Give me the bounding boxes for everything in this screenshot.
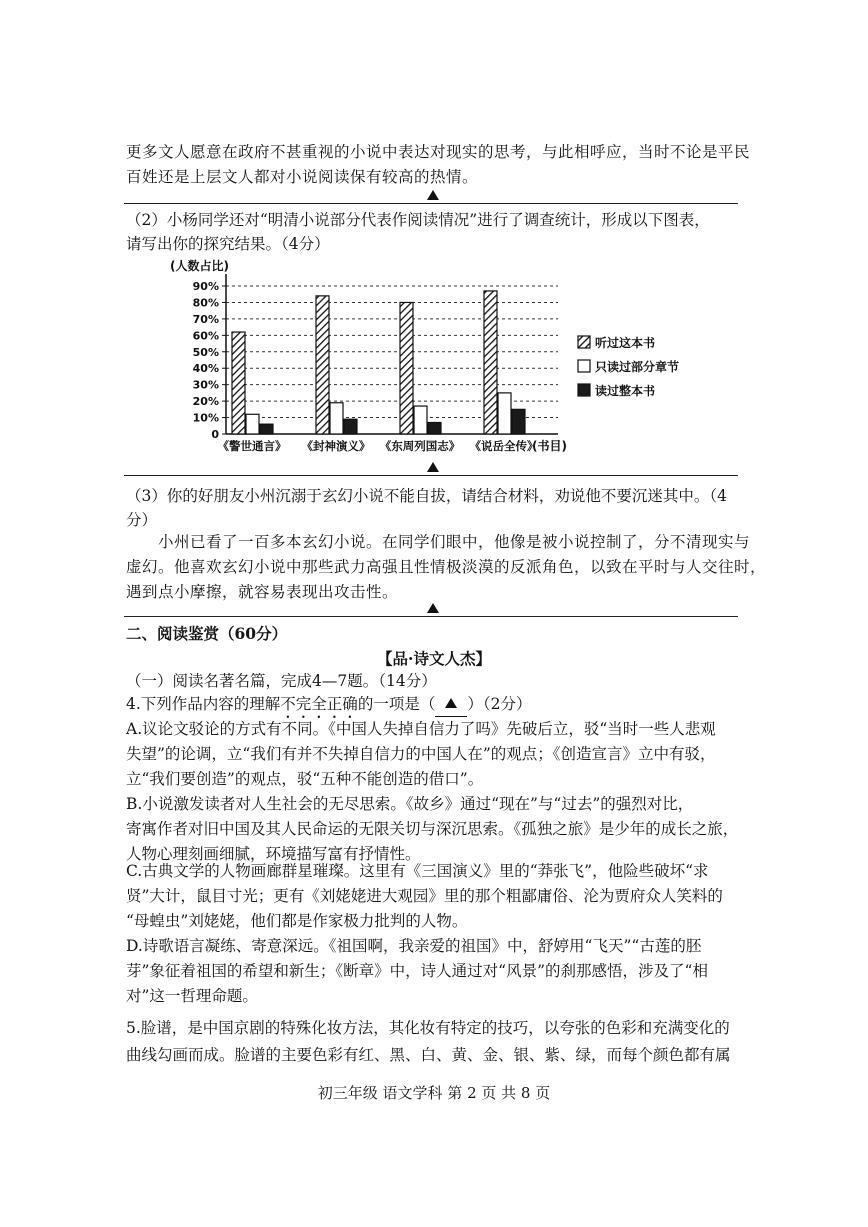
y-tick-label: 40%	[192, 362, 219, 376]
bar	[330, 403, 343, 434]
q2-line-2: 请写出你的探究结果。（4分）	[126, 235, 330, 253]
chart-legend	[578, 335, 679, 398]
q4-emphasis: 不完全正确	[280, 695, 358, 713]
y-tick-label: 10%	[192, 411, 219, 425]
option-d-line-1: D.诗歌语言凝练、寄意深远。《祖国啊，我亲爱的祖国》中，舒婷用“飞天”“古莲的胚	[126, 937, 702, 955]
x-tick-label: 《封神演义》	[301, 439, 371, 453]
x-tick-label: 《说岳全传》	[469, 439, 539, 453]
legend-swatch	[578, 336, 590, 348]
bar	[428, 422, 441, 434]
bar-chart	[160, 256, 720, 456]
bar	[414, 406, 427, 434]
y-tick-label: 50%	[192, 345, 219, 359]
q4-stem-a: 4.下列作品内容的理解	[126, 695, 281, 713]
bar	[232, 332, 245, 434]
legend-label: 读过整本书	[595, 384, 656, 398]
bar	[400, 302, 413, 434]
option-c-line-2: 贤”大计，鼠目寸光；更有《刘姥姥进大观园》里的那个粗鄙庸俗、沦为贾府众人笑料的	[126, 887, 723, 905]
section-subtitle: 【品·诗文人杰】	[377, 649, 491, 668]
y-tick-label: 20%	[192, 395, 219, 409]
y-tick-label: 60%	[192, 329, 219, 343]
q3-material-3: 遇到点小摩擦，就容易表现出攻击性。	[126, 583, 399, 601]
option-b-line-1: B.小说激发读者对人生社会的无尽思索。《故乡》通过“现在”与“过去”的强烈对比，	[126, 795, 694, 813]
answer-triangle-icon	[427, 603, 439, 613]
option-a-line-2: 失望”的论调，立“我们有并不失掉自信力的中国人在”的观点；《创造宣言》立中有驳，	[126, 745, 716, 763]
q5-line-2: 曲线勾画而成。脸谱的主要色彩有红、黑、白、黄、金、银、紫、绿，而每个颜色都有属	[126, 1046, 731, 1064]
option-b-line-2: 寄寓作者对旧中国及其人民命运的无限关切与深沉思索。《孤独之旅》是少年的成长之旅，	[126, 820, 739, 838]
answer-rule	[124, 475, 738, 476]
y-ticks	[193, 280, 220, 441]
bar	[344, 419, 357, 434]
x-axis-label: (书目)	[532, 439, 567, 453]
section-heading: 二、阅读鉴赏（60分）	[126, 624, 288, 643]
x-tick-label: 《警世通言》	[217, 439, 287, 453]
answer-rule	[124, 203, 738, 204]
q2-line-1: （2）小杨同学还对“明清小说部分代表作阅读情况”进行了调查统计，形成以下图表，	[126, 211, 710, 229]
legend-label: 听过这本书	[595, 336, 656, 350]
option-c-line-1: C.古典文学的人物画廊群星璀璨。这里有《三国演义》里的“莽张飞”，他险些破坏“求	[126, 862, 709, 880]
q3-material-2: 虚幻。他喜欢玄幻小说中那些武力高强且性情极淡漠的反派角色，以致在平时与人交往时，	[126, 558, 767, 576]
bar	[512, 409, 525, 434]
answer-triangle-icon	[427, 190, 439, 200]
legend-swatch	[578, 384, 590, 396]
y-axis-label: (人数占比)	[170, 259, 229, 273]
q3-line-2: 分）	[126, 511, 158, 529]
page-footer: 初三年级 语文学科 第 2 页 共 8 页	[317, 1084, 551, 1102]
intro-line-1: 更多文人愿意在政府不甚重视的小说中表达对现实的思考，与此相呼应，当时不论是平民	[126, 143, 751, 161]
y-tick-label: 30%	[192, 378, 219, 392]
q3-material-1: 小州已看了一百多本玄幻小说。在同学们眼中，他像是被小说控制了，分不清现实与	[158, 533, 751, 551]
option-c-line-3: “母蝗虫”刘姥姥，他们都是作家极力批判的人物。	[126, 912, 468, 930]
option-a-line-3: 立“我们要创造”的观点，驳“五种不能创造的借口”。	[126, 770, 484, 788]
answer-triangle-icon	[427, 462, 439, 472]
y-tick-label: 70%	[192, 312, 219, 326]
q5-line-1: 5.脸谱，是中国京剧的特殊化妆方法，其化妆有特定的技巧，以夸张的色彩和充满变化的	[126, 1019, 730, 1037]
bar	[246, 414, 259, 434]
bar	[484, 291, 497, 434]
legend-label: 只读过部分章节	[595, 360, 680, 374]
option-a-line-1: A.议论文驳论的方式有不同。《中国人失掉自信力了吗》先破后立，驳“当时一些人悲观	[126, 720, 716, 738]
bar	[316, 296, 329, 434]
q4-stem-d: ）（2分）	[467, 695, 532, 713]
intro-line-2: 百姓还是上层文人都对小说阅读保有较高的热情。	[126, 168, 479, 186]
answer-triangle-icon	[445, 698, 457, 708]
legend-swatch	[578, 360, 590, 372]
bar	[498, 393, 511, 434]
option-b-line-3: 人物心理刻画细腻，环境描写富有抒情性。	[126, 845, 421, 863]
option-d-line-2: 芽”象征着祖国的希望和新生；《断章》中，诗人通过对“风景”的刹那感悟，涉及了“相	[126, 962, 708, 980]
bar	[260, 424, 273, 434]
chart-bars	[232, 291, 525, 434]
q4-stem-c: 的一项是（	[357, 695, 436, 713]
answer-blank[interactable]	[435, 692, 467, 717]
option-d-line-3: 对”这一哲理命题。	[126, 987, 258, 1005]
y-tick-label: 90%	[192, 280, 219, 293]
y-tick-label: 80%	[192, 296, 219, 310]
answer-rule	[124, 616, 738, 617]
q3-line-1: （3）你的好朋友小州沉溺于玄幻小说不能自拔，请结合材料，劝说他不要沉迷其中。（4	[126, 487, 727, 505]
x-tick-label: 《东周列国志》	[379, 439, 461, 453]
x-tick-labels	[218, 439, 539, 453]
y-tick-label: 0	[211, 428, 219, 441]
part1-instruction: （一）阅读名著名篇，完成4—7题。（14分）	[126, 672, 437, 690]
